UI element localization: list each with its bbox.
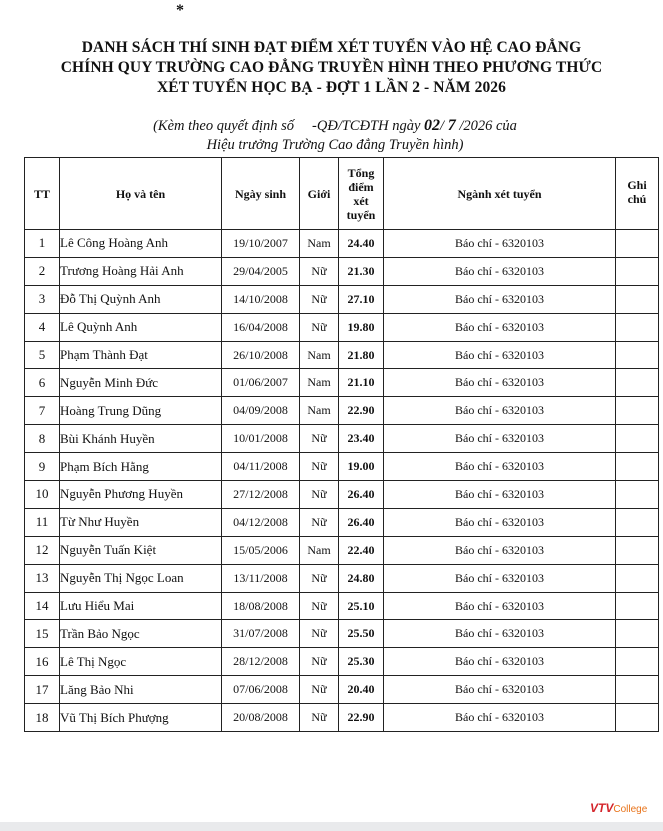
- cell-major: Báo chí - 6320103: [384, 369, 616, 397]
- cell-major: Báo chí - 6320103: [384, 536, 616, 564]
- table-row: [25, 425, 659, 453]
- cell-score: 22.40: [339, 536, 384, 564]
- table-row: [25, 704, 659, 732]
- cell-gender: Nữ: [300, 257, 339, 285]
- cell-major: Báo chí - 6320103: [384, 620, 616, 648]
- table-row: [25, 230, 659, 258]
- logo-vtv: VTV: [590, 801, 614, 815]
- cell-dob: 04/12/2008: [222, 508, 300, 536]
- cell-note: [616, 285, 659, 313]
- cell-name: Lăng Bảo Nhi: [60, 676, 222, 704]
- cell-tt: 3: [25, 285, 60, 313]
- cell-major: Báo chí - 6320103: [384, 341, 616, 369]
- cell-name: Nguyễn Minh Đức: [60, 369, 222, 397]
- cell-dob: 19/10/2007: [222, 230, 300, 258]
- cell-dob: 13/11/2008: [222, 564, 300, 592]
- cell-tt: 9: [25, 453, 60, 481]
- col-header-note-line: chú: [627, 192, 647, 206]
- cell-note: [616, 676, 659, 704]
- cell-gender: Nữ: [300, 481, 339, 509]
- cell-gender: Nữ: [300, 508, 339, 536]
- col-header-gender: Giới: [300, 158, 339, 230]
- cell-tt: 1: [25, 230, 60, 258]
- cell-name: Phạm Bích Hằng: [60, 453, 222, 481]
- cell-name: Lưu Hiểu Mai: [60, 592, 222, 620]
- cell-score: 21.30: [339, 257, 384, 285]
- table-row: [25, 341, 659, 369]
- table-row: [25, 285, 659, 313]
- table-row: [25, 592, 659, 620]
- cell-dob: 20/08/2008: [222, 704, 300, 732]
- table-row: [25, 369, 659, 397]
- decision-text-2: -QĐ/TCĐTH ngày: [312, 118, 421, 134]
- cell-gender: Nữ: [300, 676, 339, 704]
- cell-dob: 15/05/2006: [222, 536, 300, 564]
- cell-dob: 04/09/2008: [222, 397, 300, 425]
- cell-gender: Nữ: [300, 285, 339, 313]
- col-header-name: Họ và tên: [60, 158, 222, 230]
- cell-dob: 29/04/2005: [222, 257, 300, 285]
- cell-tt: 11: [25, 508, 60, 536]
- cell-score: 25.10: [339, 592, 384, 620]
- cell-score: 25.50: [339, 620, 384, 648]
- cell-gender: Nam: [300, 230, 339, 258]
- bottom-edge: [0, 822, 663, 831]
- cell-score: 21.80: [339, 341, 384, 369]
- cell-note: [616, 648, 659, 676]
- cell-note: [616, 481, 659, 509]
- cell-score: 22.90: [339, 397, 384, 425]
- decision-text-3: /2026 của: [459, 118, 517, 134]
- cell-name: Nguyễn Phương Huyền: [60, 481, 222, 509]
- cell-gender: Nữ: [300, 425, 339, 453]
- cell-gender: Nam: [300, 397, 339, 425]
- cell-note: [616, 425, 659, 453]
- cell-note: [616, 313, 659, 341]
- document-title: [20, 38, 643, 98]
- cell-note: [616, 564, 659, 592]
- cell-major: Báo chí - 6320103: [384, 397, 616, 425]
- cell-score: 25.30: [339, 648, 384, 676]
- table-row: [25, 453, 659, 481]
- cell-note: [616, 453, 659, 481]
- table-row: [25, 481, 659, 509]
- cell-dob: 01/06/2007: [222, 369, 300, 397]
- logo-college: College: [613, 804, 648, 815]
- decision-text-1: (Kèm theo quyết định số: [153, 118, 295, 134]
- cell-tt: 12: [25, 536, 60, 564]
- cell-gender: Nam: [300, 536, 339, 564]
- cell-name: Lê Quỳnh Anh: [60, 313, 222, 341]
- cell-gender: Nữ: [300, 648, 339, 676]
- cell-tt: 2: [25, 257, 60, 285]
- title-line-2: CHÍNH QUY TRƯỜNG CAO ĐẲNG TRUYỀN HÌNH THEO PHƯƠNG THỨC: [60, 59, 603, 76]
- cell-gender: Nữ: [300, 620, 339, 648]
- cell-dob: 31/07/2008: [222, 620, 300, 648]
- table-row: [25, 313, 659, 341]
- cell-tt: 4: [25, 313, 60, 341]
- table-row: [25, 536, 659, 564]
- cell-gender: Nam: [300, 369, 339, 397]
- cell-dob: 18/08/2008: [222, 592, 300, 620]
- cell-score: 20.40: [339, 676, 384, 704]
- cell-name: Nguyễn Thị Ngọc Loan: [60, 564, 222, 592]
- cell-dob: 07/06/2008: [222, 676, 300, 704]
- cell-note: [616, 536, 659, 564]
- cell-dob: 16/04/2008: [222, 313, 300, 341]
- cell-tt: 14: [25, 592, 60, 620]
- cell-gender: Nữ: [300, 704, 339, 732]
- table-row: [25, 508, 659, 536]
- col-header-score: [339, 158, 384, 230]
- cell-dob: 04/11/2008: [222, 453, 300, 481]
- col-header-tt: TT: [25, 158, 60, 230]
- col-header-major: Ngành xét tuyển: [384, 158, 616, 230]
- cell-note: [616, 341, 659, 369]
- cell-major: Báo chí - 6320103: [384, 285, 616, 313]
- cell-dob: 26/10/2008: [222, 341, 300, 369]
- cell-score: 23.40: [339, 425, 384, 453]
- col-header-note-line: Ghi: [627, 178, 647, 192]
- cell-tt: 8: [25, 425, 60, 453]
- cell-name: Lê Thị Ngọc: [60, 648, 222, 676]
- cell-gender: Nữ: [300, 453, 339, 481]
- col-header-dob: Ngày sinh: [222, 158, 300, 230]
- col-header-score-line: xét: [353, 193, 369, 208]
- col-header-note: [616, 158, 659, 230]
- cell-score: 19.80: [339, 313, 384, 341]
- cell-major: Báo chí - 6320103: [384, 425, 616, 453]
- cell-score: 21.10: [339, 369, 384, 397]
- cell-gender: Nữ: [300, 564, 339, 592]
- decision-month: 7: [447, 117, 456, 134]
- cell-major: Báo chí - 6320103: [384, 508, 616, 536]
- table-row: [25, 257, 659, 285]
- title-line-3: XÉT TUYỂN HỌC BẠ - ĐỢT 1 LẦN 2 - NĂM 2026: [156, 79, 506, 96]
- table-row: [25, 620, 659, 648]
- cell-major: Báo chí - 6320103: [384, 313, 616, 341]
- table-row: [25, 564, 659, 592]
- cell-note: [616, 592, 659, 620]
- cell-tt: 18: [25, 704, 60, 732]
- cell-tt: 7: [25, 397, 60, 425]
- cell-name: Từ Như Huyền: [60, 508, 222, 536]
- cell-tt: 5: [25, 341, 60, 369]
- decision-reference-line-1: [80, 116, 590, 136]
- cell-major: Báo chí - 6320103: [384, 592, 616, 620]
- cell-major: Báo chí - 6320103: [384, 453, 616, 481]
- asterisk-mark: *: [176, 2, 184, 19]
- decision-slash: /: [440, 118, 445, 134]
- decision-reference: [80, 116, 590, 155]
- cell-score: 22.90: [339, 704, 384, 732]
- cell-major: Báo chí - 6320103: [384, 704, 616, 732]
- table-row: [25, 648, 659, 676]
- cell-major: Báo chí - 6320103: [384, 648, 616, 676]
- cell-dob: 27/12/2008: [222, 481, 300, 509]
- col-header-score-line: tuyển: [346, 207, 376, 222]
- cell-name: Hoàng Trung Dũng: [60, 397, 222, 425]
- cell-gender: Nam: [300, 341, 339, 369]
- cell-score: 24.40: [339, 230, 384, 258]
- candidate-table: [24, 157, 659, 732]
- cell-note: [616, 508, 659, 536]
- cell-note: [616, 704, 659, 732]
- cell-score: 27.10: [339, 285, 384, 313]
- cell-tt: 6: [25, 369, 60, 397]
- cell-gender: Nữ: [300, 592, 339, 620]
- cell-name: Lê Công Hoàng Anh: [60, 230, 222, 258]
- cell-gender: Nữ: [300, 313, 339, 341]
- cell-note: [616, 620, 659, 648]
- decision-day: 02: [424, 117, 441, 134]
- table-row: [25, 676, 659, 704]
- cell-major: Báo chí - 6320103: [384, 676, 616, 704]
- cell-note: [616, 397, 659, 425]
- cell-name: Trương Hoàng Hải Anh: [60, 257, 222, 285]
- cell-tt: 15: [25, 620, 60, 648]
- col-header-score-line: điểm: [348, 179, 374, 194]
- cell-score: 26.40: [339, 508, 384, 536]
- cell-note: [616, 369, 659, 397]
- cell-tt: 16: [25, 648, 60, 676]
- decision-reference-line-2: Hiệu trưởng Trường Cao đẳng Truyền hình): [206, 137, 464, 153]
- vtv-college-logo: [590, 801, 647, 815]
- cell-name: Phạm Thành Đạt: [60, 341, 222, 369]
- table-header-row: [25, 158, 659, 230]
- cell-name: Vũ Thị Bích Phượng: [60, 704, 222, 732]
- cell-name: Bùi Khánh Huyền: [60, 425, 222, 453]
- cell-score: 26.40: [339, 481, 384, 509]
- cell-tt: 17: [25, 676, 60, 704]
- cell-tt: 10: [25, 481, 60, 509]
- cell-score: 24.80: [339, 564, 384, 592]
- cell-dob: 28/12/2008: [222, 648, 300, 676]
- cell-major: Báo chí - 6320103: [384, 230, 616, 258]
- cell-score: 19.00: [339, 453, 384, 481]
- cell-note: [616, 257, 659, 285]
- col-header-score-line: Tổng: [347, 165, 375, 180]
- title-line-1: DANH SÁCH THÍ SINH ĐẠT ĐIỂM XÉT TUYỂN VÀO HỆ CAO ĐẲNG: [81, 39, 582, 56]
- cell-major: Báo chí - 6320103: [384, 481, 616, 509]
- cell-name: Trần Bảo Ngọc: [60, 620, 222, 648]
- cell-dob: 14/10/2008: [222, 285, 300, 313]
- cell-dob: 10/01/2008: [222, 425, 300, 453]
- table-row: [25, 397, 659, 425]
- table-body: [25, 230, 659, 732]
- cell-name: Nguyễn Tuấn Kiệt: [60, 536, 222, 564]
- cell-name: Đỗ Thị Quỳnh Anh: [60, 285, 222, 313]
- cell-major: Báo chí - 6320103: [384, 564, 616, 592]
- cell-major: Báo chí - 6320103: [384, 257, 616, 285]
- cell-note: [616, 230, 659, 258]
- cell-tt: 13: [25, 564, 60, 592]
